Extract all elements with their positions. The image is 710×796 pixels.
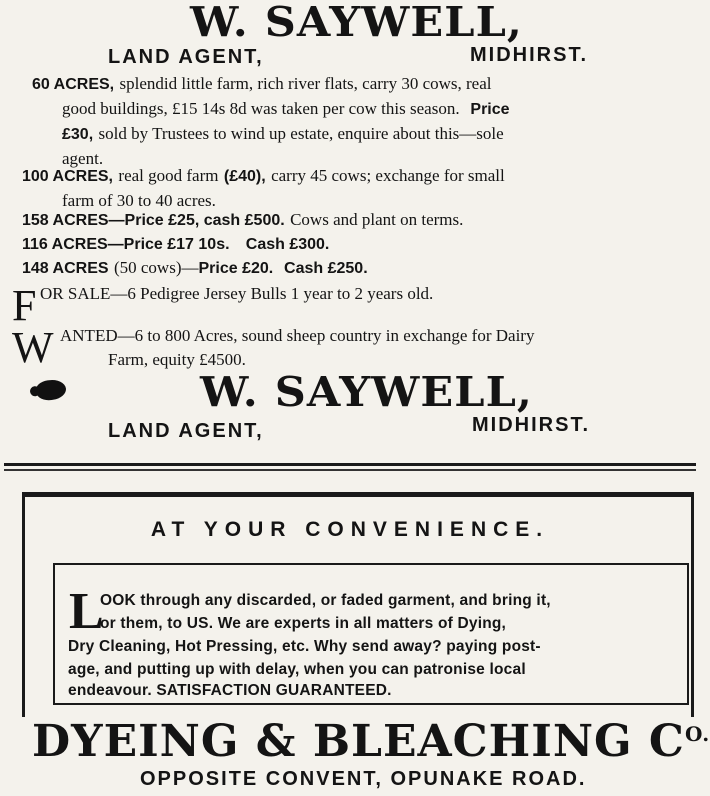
listing-text: (50 cows)— xyxy=(113,258,199,277)
wanted-text-line1: ANTED—6 to 800 Acres, sound sheep country in exchange for Dairy xyxy=(60,326,535,345)
company-name-suffix: O. xyxy=(684,722,710,746)
listing-acres: 100 ACRES, xyxy=(22,168,113,185)
listing-acres: 116 ACRES—Price £17 10s. xyxy=(22,236,230,253)
listing-158-acres xyxy=(22,208,677,233)
agent-town-footer: MIDHIRST. xyxy=(472,414,590,436)
listing-acres: 148 ACRES xyxy=(22,260,109,277)
company-name xyxy=(32,716,710,767)
advert-body-line4: age, and putting up with delay, when you can patronise local xyxy=(68,661,526,678)
listing-price: Price £20. xyxy=(198,260,274,277)
listing-116-acres xyxy=(22,232,677,257)
wanted-text-line2: Farm, equity £4500. xyxy=(108,350,246,369)
agent-title-footer: LAND AGENT, xyxy=(108,420,264,442)
listing-price: £30, xyxy=(62,126,94,143)
advert-drop-cap: L xyxy=(69,583,104,640)
column-rule-thin xyxy=(4,469,696,471)
listing-acres: 158 ACRES—Price £25, cash £500. xyxy=(22,212,285,229)
listing-cash: Cash £300. xyxy=(245,236,330,253)
listing-text: real good farm xyxy=(118,166,219,185)
advert-body-line5: endeavour. SATISFACTION GUARANTEED. xyxy=(68,682,392,699)
listing-text: sold by Trustees to wind up estate, enquire about this—sole xyxy=(98,124,504,143)
advert-body-line3: Dry Cleaning, Hot Pressing, etc. Why send away? paying post- xyxy=(68,638,541,655)
advert-headline: AT YOUR CONVENIENCE. xyxy=(150,518,550,541)
for-sale-text: OR SALE—6 Pedigree Jersey Bulls 1 year to 2 years old. xyxy=(40,284,434,303)
listing-text: Cows and plant on terms. xyxy=(290,210,464,229)
agent-town-header: MIDHIRST. xyxy=(470,44,588,66)
listing-148-acres xyxy=(22,256,677,281)
listing-100-acres xyxy=(22,164,677,213)
company-address: OPPOSITE CONVENT, OPUNAKE ROAD. xyxy=(140,768,587,790)
listing-price: (£40), xyxy=(223,168,266,185)
ink-blot-ornament xyxy=(35,378,67,402)
company-name-text: DYEING & BLEACHING C xyxy=(32,716,685,767)
listing-text: farm of 30 to 40 acres. xyxy=(62,191,216,210)
for-sale-drop-cap: F xyxy=(12,281,37,330)
advert-body-line2: or them, to US. We are experts in all matters of Dying, xyxy=(100,615,507,632)
listing-acres: 60 ACRES, xyxy=(32,76,115,93)
agent-name-header: W. SAYWELL, xyxy=(190,0,523,46)
advert-body-line1: OOK through any discarded, or faded garment, and bring it, xyxy=(100,592,551,609)
agent-name-footer: W. SAYWELL, xyxy=(200,368,533,416)
listing-text: agent. xyxy=(62,149,104,168)
listing-60-acres xyxy=(32,72,687,171)
listing-text: splendid little farm, rich river flats, carry 30 cows, real xyxy=(119,74,492,93)
column-rule-thick xyxy=(4,463,696,466)
wanted-drop-cap: W xyxy=(12,323,54,372)
listing-text: carry 45 cows; exchange for small xyxy=(271,166,505,185)
listing-cash: Cash £250. xyxy=(284,260,368,277)
listing-price-label: Price xyxy=(470,101,510,118)
listing-text: good buildings, £15 14s 8d was taken per cow this season. xyxy=(62,99,460,118)
agent-title-header: LAND AGENT, xyxy=(108,46,264,68)
